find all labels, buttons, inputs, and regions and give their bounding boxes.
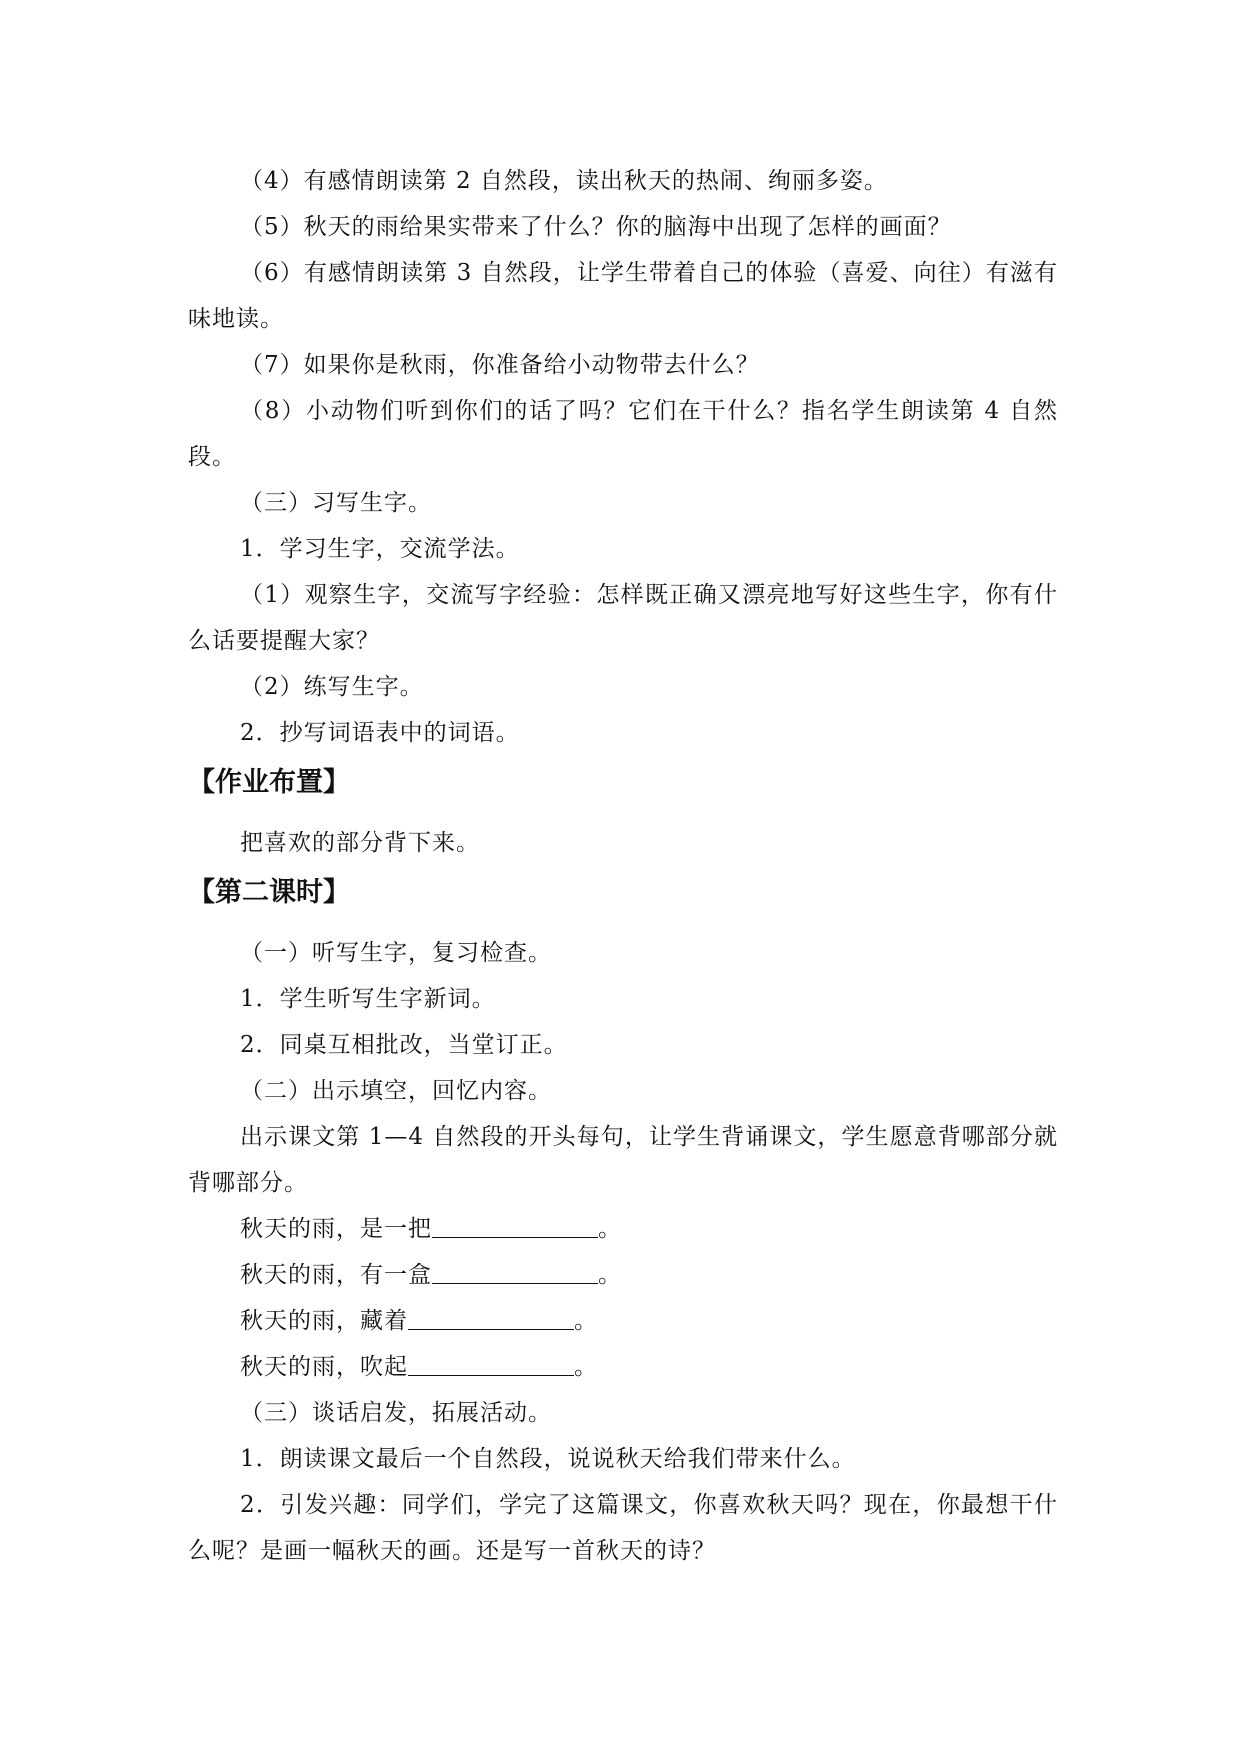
paragraph: （三）习写生字。 bbox=[240, 490, 432, 516]
fill-blank-line bbox=[188, 1252, 1058, 1298]
fill-blank-prefix: 秋天的雨，藏着 bbox=[240, 1308, 408, 1334]
fill-blank-suffix: 。 bbox=[574, 1354, 598, 1380]
paragraph: （5）秋天的雨给果实带来了什么？你的脑海中出现了怎样的画面？ bbox=[240, 214, 952, 240]
document-page bbox=[188, 158, 1058, 1574]
fill-blank-line bbox=[188, 1344, 1058, 1390]
fill-blank-suffix: 。 bbox=[598, 1262, 622, 1288]
fill-blank-prefix: 秋天的雨，吹起 bbox=[240, 1354, 408, 1380]
paragraph: （三）谈话启发，拓展活动。 bbox=[240, 1400, 552, 1426]
blank-line bbox=[408, 1351, 574, 1376]
blank-line bbox=[432, 1213, 598, 1238]
fill-blank-prefix: 秋天的雨，是一把 bbox=[240, 1216, 432, 1242]
paragraph: （4）有感情朗读第 2 自然段，读出秋天的热闹、绚丽多姿。 bbox=[240, 168, 888, 194]
fill-blank-line bbox=[188, 1206, 1058, 1252]
paragraph: （6）有感情朗读第 3 自然段，让学生带着自己的体验（喜爱、向往）有滋有味地读。 bbox=[188, 260, 1058, 332]
paragraph: 1．朗读课文最后一个自然段，说说秋天给我们带来什么。 bbox=[240, 1446, 856, 1472]
paragraph: 2．引发兴趣：同学们，学完了这篇课文，你喜欢秋天吗？现在，你最想干什么呢？是画一幅秋天的画。还是写一首秋天的诗？ bbox=[188, 1492, 1058, 1564]
paragraph: （8）小动物们听到你们的话了吗？它们在干什么？指名学生朗读第 4 自然段。 bbox=[188, 398, 1058, 470]
homework-text: 把喜欢的部分背下来。 bbox=[240, 830, 480, 856]
paragraph: （1）观察生字，交流写字经验：怎样既正确又漂亮地写好这些生字，你有什么话要提醒大家？ bbox=[188, 582, 1058, 654]
paragraph: （二）出示填空，回忆内容。 bbox=[240, 1078, 552, 1104]
paragraph: （7）如果你是秋雨，你准备给小动物带去什么？ bbox=[240, 352, 760, 378]
fill-blank-prefix: 秋天的雨，有一盒 bbox=[240, 1262, 432, 1288]
section-heading-homework: 【作业布置】 bbox=[188, 767, 350, 798]
paragraph: （一）听写生字，复习检查。 bbox=[240, 940, 552, 966]
paragraph: 2．抄写词语表中的词语。 bbox=[240, 720, 520, 746]
blank-line bbox=[408, 1305, 574, 1330]
paragraph: （2）练写生字。 bbox=[240, 674, 424, 700]
paragraph: 1．学生听写生字新词。 bbox=[240, 986, 496, 1012]
blank-line bbox=[432, 1259, 598, 1284]
section-heading-second-lesson: 【第二课时】 bbox=[188, 877, 350, 908]
fill-blank-line bbox=[188, 1298, 1058, 1344]
paragraph: 出示课文第 1—4 自然段的开头每句，让学生背诵课文，学生愿意背哪部分就背哪部分。 bbox=[188, 1124, 1058, 1196]
fill-blank-suffix: 。 bbox=[574, 1308, 598, 1334]
paragraph: 2．同桌互相批改，当堂订正。 bbox=[240, 1032, 568, 1058]
fill-blank-suffix: 。 bbox=[598, 1216, 622, 1242]
paragraph: 1．学习生字，交流学法。 bbox=[240, 536, 520, 562]
